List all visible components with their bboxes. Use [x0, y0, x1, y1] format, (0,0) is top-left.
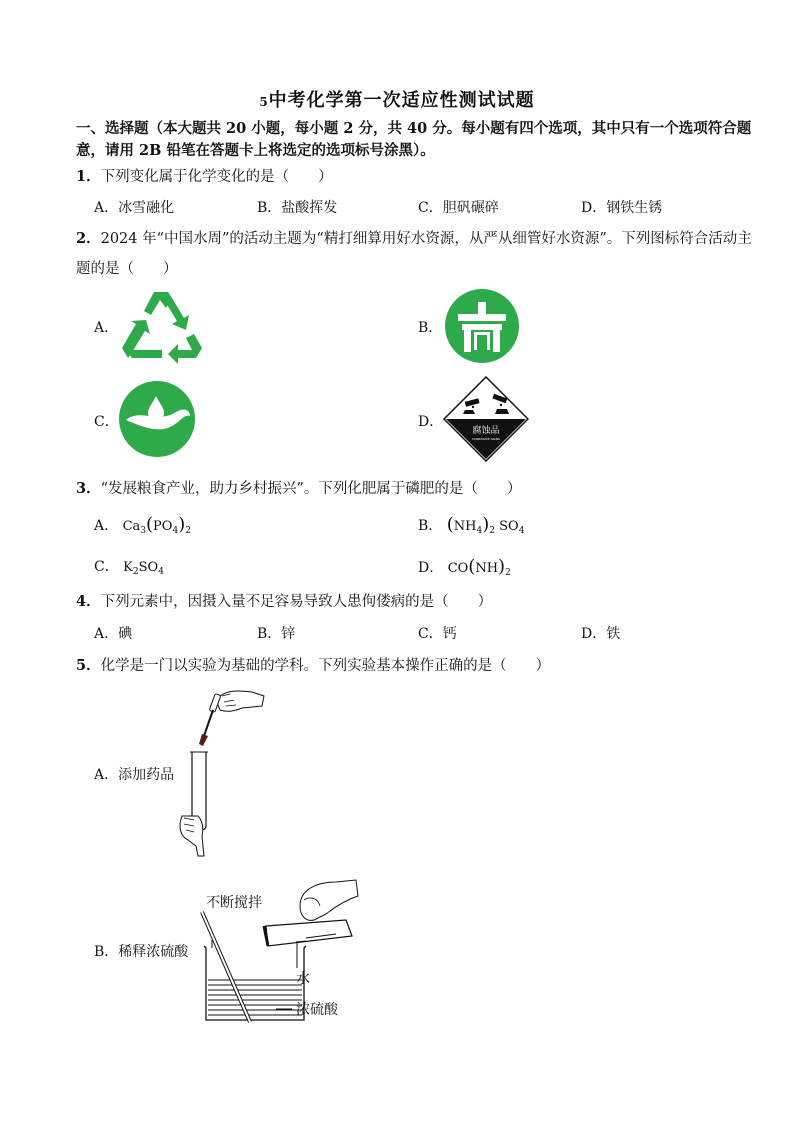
q5-option-a: A．添加药品	[94, 767, 175, 783]
formula-k2so4: $K_2SO_4$	[123, 560, 164, 577]
q3-option-c: C． $K_2SO_4$	[94, 559, 164, 577]
water-saving-icon	[442, 288, 522, 364]
q1-option-c: C．胆矾碾碎	[418, 200, 499, 216]
corrosive-label: 腐蚀品	[472, 426, 500, 436]
q2-label-c: C．	[94, 414, 119, 430]
question-2: 2．2024 年“中国水周”的活动主题为“精打细算用好水资源，从严从细管好水资源”。下列图标符合活动主	[76, 230, 752, 247]
formula-ca3po42: $Ca_3(PO_4)_2$	[122, 514, 191, 536]
recycle-icon	[118, 288, 204, 364]
q3-option-a: A． $Ca_3(PO_4)_2$	[94, 514, 191, 536]
page-title: 5中考化学第一次适应性测试试题	[259, 90, 535, 111]
acid-label: 浓硫酸	[296, 1002, 338, 1018]
water-label: 水	[296, 971, 310, 987]
q3-option-d: D． $CO(NH)_2$	[418, 556, 511, 578]
q4-option-a: A．碘	[94, 626, 133, 642]
question-1: 1．下列变化属于化学变化的是（ ）	[76, 168, 333, 185]
q1-option-d: D．钢铁生锈	[581, 200, 663, 216]
corrosive-sublabel: CORROSIVE SIGNS	[472, 437, 500, 441]
corrosive-warning-icon	[443, 376, 529, 462]
stir-label: 不断搅拌	[206, 895, 262, 911]
water-drop-icon	[118, 380, 196, 458]
section-heading: 一、选择题（本大题共 20 小题，每小题 2 分，共 40 分。每小题有四个选项，其中只有一个选项符合题意，请用 2B 铅笔在答题卡上将选定的选项标号涂黑）。	[76, 120, 752, 159]
q4-option-d: D．铁	[581, 626, 621, 642]
q1-option-a: A．冰雪融化	[94, 200, 175, 216]
formula-conh22: $CO(NH)_2$	[447, 556, 511, 578]
question-5: 5．化学是一门以实验为基础的学科。下列实验基本操作正确的是（ ）	[76, 657, 551, 674]
q2-label-d: D．	[418, 414, 444, 430]
q5-option-b: B．稀释浓硫酸	[94, 944, 189, 960]
dilute-acid-diagram	[196, 876, 366, 1026]
formula-nh42so4: $(NH_4)_2$ $SO_4$	[446, 514, 525, 536]
q4-option-b: B．锌	[257, 626, 296, 642]
q2-label-a: A．	[94, 320, 119, 336]
q3-option-b: B． $(NH_4)_2$ $SO_4$	[418, 514, 525, 536]
add-reagent-diagram	[172, 686, 272, 858]
q4-option-c: C．钙	[418, 626, 457, 642]
question-4: 4．下列元素中，因摄入量不足容易导致人患佝偻病的是（ ）	[76, 593, 493, 610]
question-3: 3．“发展粮食产业，助力乡村振兴”。下列化肥属于磷肥的是（ ）	[76, 480, 522, 497]
q1-option-b: B．盐酸挥发	[257, 200, 338, 216]
question-2-line2: 题的是（ ）	[76, 261, 178, 277]
q2-label-b: B．	[418, 320, 443, 336]
